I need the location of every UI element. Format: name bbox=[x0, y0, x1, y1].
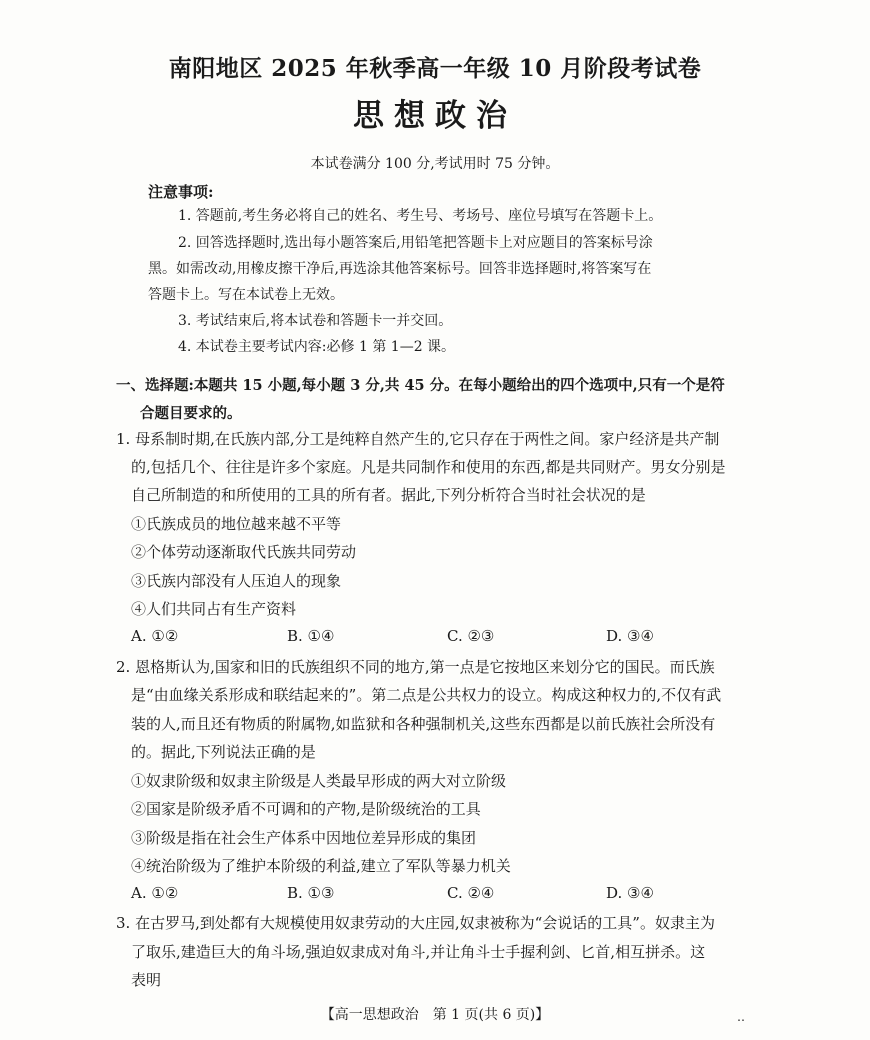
question-2-choice-c[interactable]: C. ②④ bbox=[447, 884, 495, 902]
question-3-line: 了取乐,建造巨大的角斗场,强迫奴隶成对角斗,并让角斗士手握利剑、匕首,相互拼杀。这 bbox=[131, 943, 706, 961]
question-2-line: 2. 恩格斯认为,国家和旧的氏族组织不同的地方,第一点是它按地区来划分它的国民。而氏族 bbox=[116, 658, 715, 676]
question-1-line: 自己所制造的和所使用的工具的所有者。据此,下列分析符合当时社会状况的是 bbox=[131, 486, 646, 504]
note-line: 黑。如需改动,用橡皮擦干净后,再选涂其他答案标号。回答非选择题时,将答案写在 bbox=[148, 261, 652, 277]
question-2-option: ④统治阶级为了维护本阶级的利益,建立了军队等暴力机关 bbox=[131, 857, 511, 875]
page-footer: 【高一思想政治 第 1 页(共 6 页)】 bbox=[320, 1007, 550, 1023]
question-1-option: ③氏族内部没有人压迫人的现象 bbox=[131, 572, 342, 590]
section-heading-cont: 合题目要求的。 bbox=[140, 405, 242, 422]
question-1-line: 1. 母系制时期,在氏族内部,分工是纯粹自然产生的,它只存在于两性之间。家户经济是共产制 bbox=[116, 430, 720, 448]
question-2-line: 的。据此,下列说法正确的是 bbox=[131, 743, 316, 761]
question-3-line: 表明 bbox=[131, 971, 162, 989]
section-heading: 一、选择题:本题共 15 小题,每小题 3 分,共 45 分。在每小题给出的四个选项中,只有一个是符 bbox=[116, 377, 725, 394]
question-1-choice-c[interactable]: C. ②③ bbox=[447, 627, 495, 645]
question-1-choice-d[interactable]: D. ③④ bbox=[606, 627, 654, 645]
question-1-line: 的,包括几个、往往是许多个家庭。凡是共同制作和使用的东西,都是共同财产。男女分别是 bbox=[131, 458, 726, 476]
subject-title: 思想政治 bbox=[353, 98, 517, 134]
note-line: 1. 答题前,考生务必将自己的姓名、考生号、考场号、座位号填写在答题卡上。 bbox=[178, 208, 663, 224]
question-1-choice-b[interactable]: B. ①④ bbox=[287, 627, 335, 645]
footer-mark: ‥ bbox=[737, 1010, 746, 1024]
note-line: 4. 本试卷主要考试内容:必修 1 第 1—2 课。 bbox=[178, 339, 456, 355]
question-2-choice-d[interactable]: D. ③④ bbox=[606, 884, 654, 902]
question-1-option: ④人们共同占有生产资料 bbox=[131, 600, 297, 618]
exam-title: 南阳地区 2025 年秋季高一年级 10 月阶段考试卷 bbox=[168, 55, 702, 82]
note-line: 3. 考试结束后,将本试卷和答题卡一并交回。 bbox=[178, 313, 453, 329]
notes-heading: 注意事项: bbox=[148, 183, 214, 201]
question-1-option: ②个体劳动逐渐取代氏族共同劳动 bbox=[131, 543, 357, 561]
question-2-option: ③阶级是指在社会生产体系中因地位差异形成的集团 bbox=[131, 829, 477, 847]
question-2-line: 是“由血缘关系形成和联结起来的”。第二点是公共权力的设立。构成这种权力的,不仅有武 bbox=[131, 686, 722, 704]
note-line: 2. 回答选择题时,选出每小题答案后,用铅笔把答题卡上对应题目的答案标号涂 bbox=[178, 235, 653, 251]
question-2-option: ①奴隶阶级和奴隶主阶级是人类最早形成的两大对立阶级 bbox=[131, 772, 507, 790]
question-3-line: 3. 在古罗马,到处都有大规模使用奴隶劳动的大庄园,奴隶被称为“会说话的工具”。奴隶主为 bbox=[116, 914, 715, 932]
exam-info: 本试卷满分 100 分,考试用时 75 分钟。 bbox=[310, 156, 560, 172]
question-2-choice-a[interactable]: A. ①② bbox=[131, 884, 179, 902]
question-2-line: 装的人,而且还有物质的附属物,如监狱和各种强制机关,这些东西都是以前氏族社会所没有 bbox=[131, 715, 716, 733]
note-line: 答题卡上。写在本试卷上无效。 bbox=[148, 287, 344, 303]
question-1-option: ①氏族成员的地位越来越不平等 bbox=[131, 515, 342, 533]
question-2-option: ②国家是阶级矛盾不可调和的产物,是阶级统治的工具 bbox=[131, 800, 481, 818]
question-2-choice-b[interactable]: B. ①③ bbox=[287, 884, 335, 902]
question-1-choice-a[interactable]: A. ①② bbox=[131, 627, 179, 645]
